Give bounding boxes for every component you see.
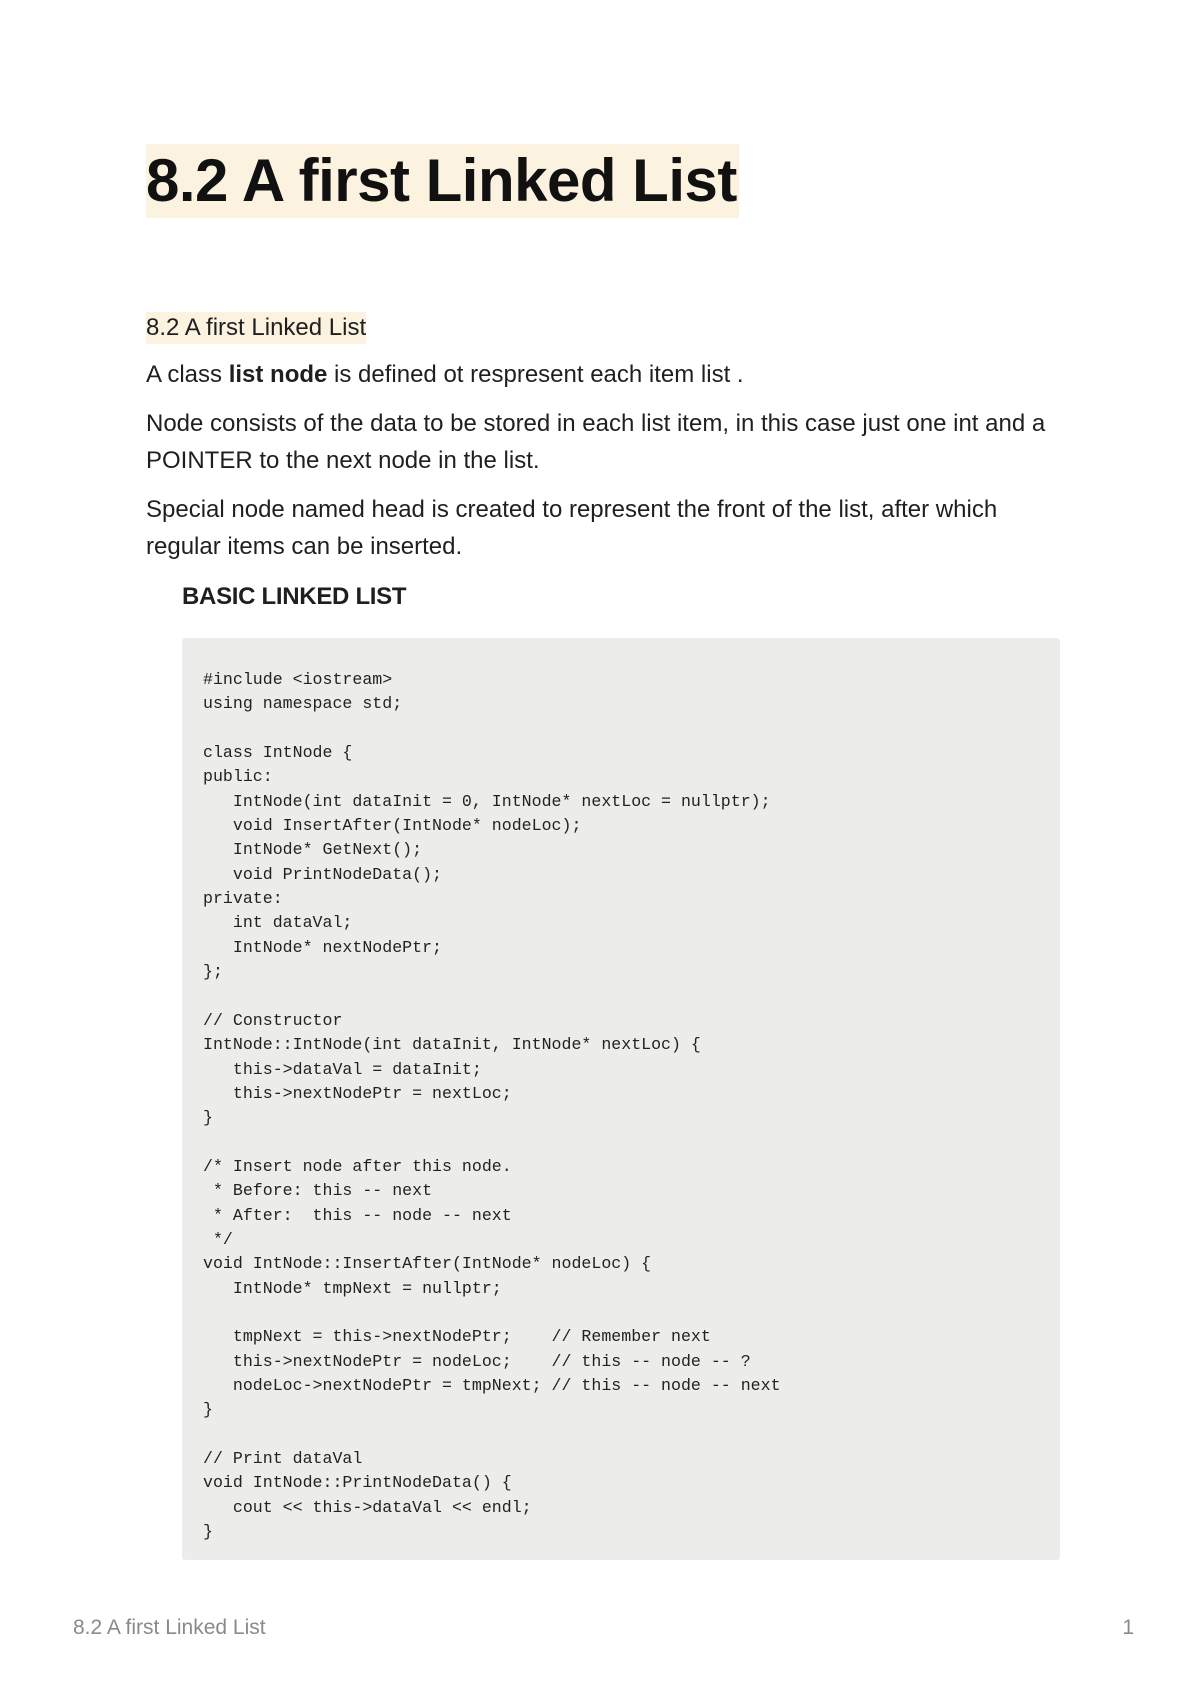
paragraph-text: A class xyxy=(146,361,229,388)
paragraph-list-node xyxy=(146,356,1066,393)
page-title: 8.2 A first Linked List xyxy=(146,144,739,218)
paragraph-node-contents: Node consists of the data to be stored in each list item, in this case just one int and a POINTER to the next node in the list. xyxy=(146,410,1046,474)
code-listing: #include <iostream> using namespace std; class IntNode { public: IntNode(int dataInit = 0, IntNode* nextLoc = nullptr); void InsertAfter(IntNode* nodeLoc); IntNode* GetNext(); void PrintNodeData(); private: int dataVal; IntNode* nextNodePtr; }; // Constructor IntNode::IntNode(int dataInit, IntNode* nextLoc) { this->dataVal = dataInit; this->nextNodePtr = nextLoc; } /* Insert node after this node. * Before: this -- next * After: this -- node -- next */ void IntNode::InsertAfter(IntNode* nodeLoc) { IntNode* tmpNext = nullptr; tmpNext = this->nextNodePtr; // Remember next this->nextNodePtr = nodeLoc; // this -- node -- ? nodeLoc->nextNodePtr = tmpNext; // this -- node -- next } // Print dataVal void IntNode::PrintNodeData() { cout << this->dataVal << endl; } xyxy=(203,670,781,1542)
page-number: 1 xyxy=(1122,1616,1134,1639)
section-subheading: 8.2 A first Linked List xyxy=(146,312,366,344)
bold-term: list node xyxy=(228,361,328,388)
document-body xyxy=(146,312,1066,613)
footer-title: 8.2 A first Linked List xyxy=(73,1616,266,1639)
code-section-label: BASIC LINKED LIST xyxy=(182,583,407,610)
paragraph-head-node: Special node named head is created to represent the front of the list, after which regular items can be inserted. xyxy=(146,496,998,560)
paragraph-text: is defined ot respresent each item list . xyxy=(327,361,744,388)
code-block xyxy=(182,638,1060,1560)
